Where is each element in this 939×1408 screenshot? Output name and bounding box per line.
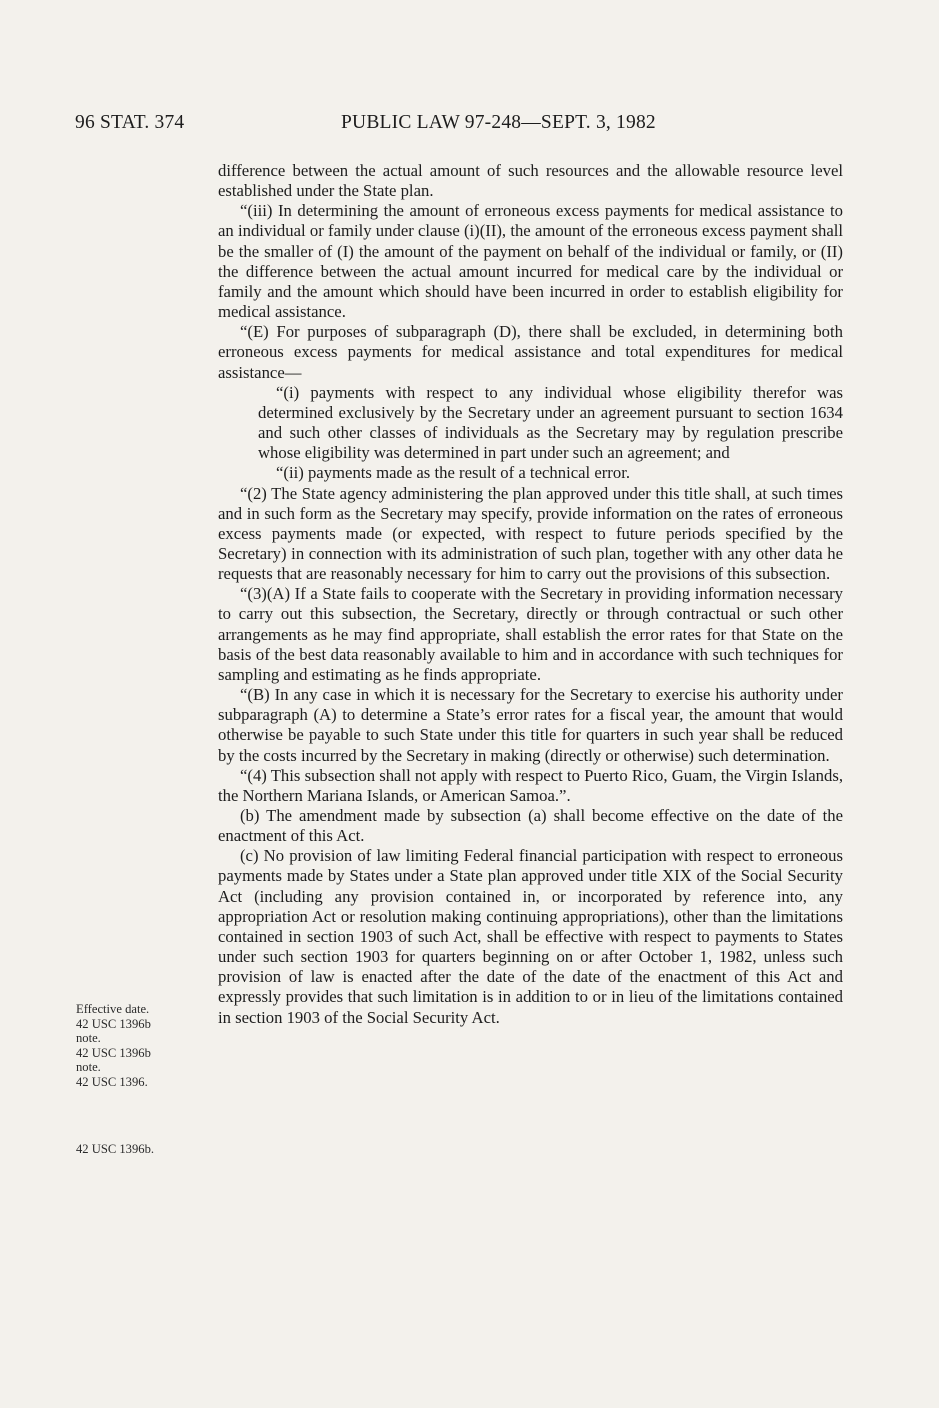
statute-page-number: 96 STAT. 374 — [75, 112, 185, 133]
margin-notes-group-2 — [76, 1142, 206, 1157]
running-title: PUBLIC LAW 97-248—SEPT. 3, 1982 — [341, 112, 656, 133]
margin-note-effective-date: Effective date. — [76, 1002, 150, 1016]
paragraph: “(iii) In determining the amount of erroneous excess payments for medical assistance to an individual or family under clause (i)(II), the amount of the erroneous excess payment shall be the smaller of (I) the amount of the payment on behalf of the individual or family, or (II) the difference between the actual amount incurred for medical care by the individual or family and the amount which should have been incurred in order to establish eligibility for medical assistance. — [218, 201, 843, 322]
paragraph: “(4) This subsection shall not apply with respect to Puerto Rico, Guam, the Virgin Islands, the Northern Mariana Islands, or American Samoa.”. — [218, 765, 843, 805]
margin-note-note: note. — [76, 1060, 101, 1075]
page-body — [218, 161, 843, 1028]
margin-notes-group-1 — [76, 1002, 206, 1090]
paragraph: “(3)(A) If a State fails to cooperate with the Secretary in providing information necessary to carry out this subsection, the Secretary, directly or through contractual or such other arrangements as he may find appropriate, shall establish the error rates for that State on the basis of the best data reasonably available to him and in accordance with such techniques for sampling and estimating as he finds appropriate. — [218, 584, 843, 684]
margin-note-usc: 42 USC 1396. — [76, 1074, 148, 1089]
page-header — [0, 112, 939, 142]
paragraph: (b) The amendment made by subsection (a) shall become effective on the date of the enactment of this Act. — [218, 806, 843, 846]
paragraph: “(E) For purposes of subparagraph (D), there shall be excluded, in determining both erroneous excess payments for medical assistance and total expenditures for medical assistance— — [218, 322, 843, 382]
margin-note-usc: 42 USC 1396b — [76, 1045, 151, 1060]
paragraph: “(2) The State agency administering the plan approved under this title shall, at such times and in such form as the Secretary may specify, provide information on the rates of erroneous excess payments made (or expected, with respect to future periods specified by the Secretary) in connection with its administration of such plan, together with any other data he requests that are reasonably necessary for him to carry out the provisions of this subsection. — [218, 483, 843, 584]
paragraph: difference between the actual amount of such resources and the allowable resource level established under the State plan. — [218, 161, 843, 201]
margin-note-usc: 42 USC 1396b. — [76, 1142, 155, 1156]
margin-note-note: note. — [76, 1031, 101, 1046]
paragraph: “(B) In any case in which it is necessary for the Secretary to exercise his authority under subparagraph (A) to determine a State’s error rates for a fiscal year, the amount that would otherwise be payable to such State under this title for quarters in such year shall be reduced by the costs incurred by the Secretary in making (directly or otherwise) such determination. — [218, 685, 843, 765]
paragraph-clause: “(i) payments with respect to any individual whose eligibility therefor was determined exclusively by the Secretary under an agreement pursuant to section 1634 and such other classes of individuals as the Secretary may by regulation prescribe whose eligibility was determined in part under such an agreement; and — [258, 382, 843, 463]
paragraph-clause: “(ii) payments made as the result of a technical error. — [276, 463, 630, 483]
paragraph: (c) No provision of law limiting Federal financial participation with respect to erroneous payments made by States under a State plan approved under title XIX of the Social Security Act (including any provision contained in, or incorporated by reference into, any appropriation Act or resolution making continuing appropriations), other than the limitations contained in section 1903 of such Act, shall be effective with respect to payments to States under such section 1903 for quarters beginning on or after October 1, 1982, unless such provision of law is enacted after the date of the date of the enactment of this Act and expressly provides that such limitation is in addition to or in lieu of the limitations contained in section 1903 of the Social Security Act. — [218, 846, 843, 1027]
margin-note-usc: 42 USC 1396b — [76, 1016, 151, 1031]
